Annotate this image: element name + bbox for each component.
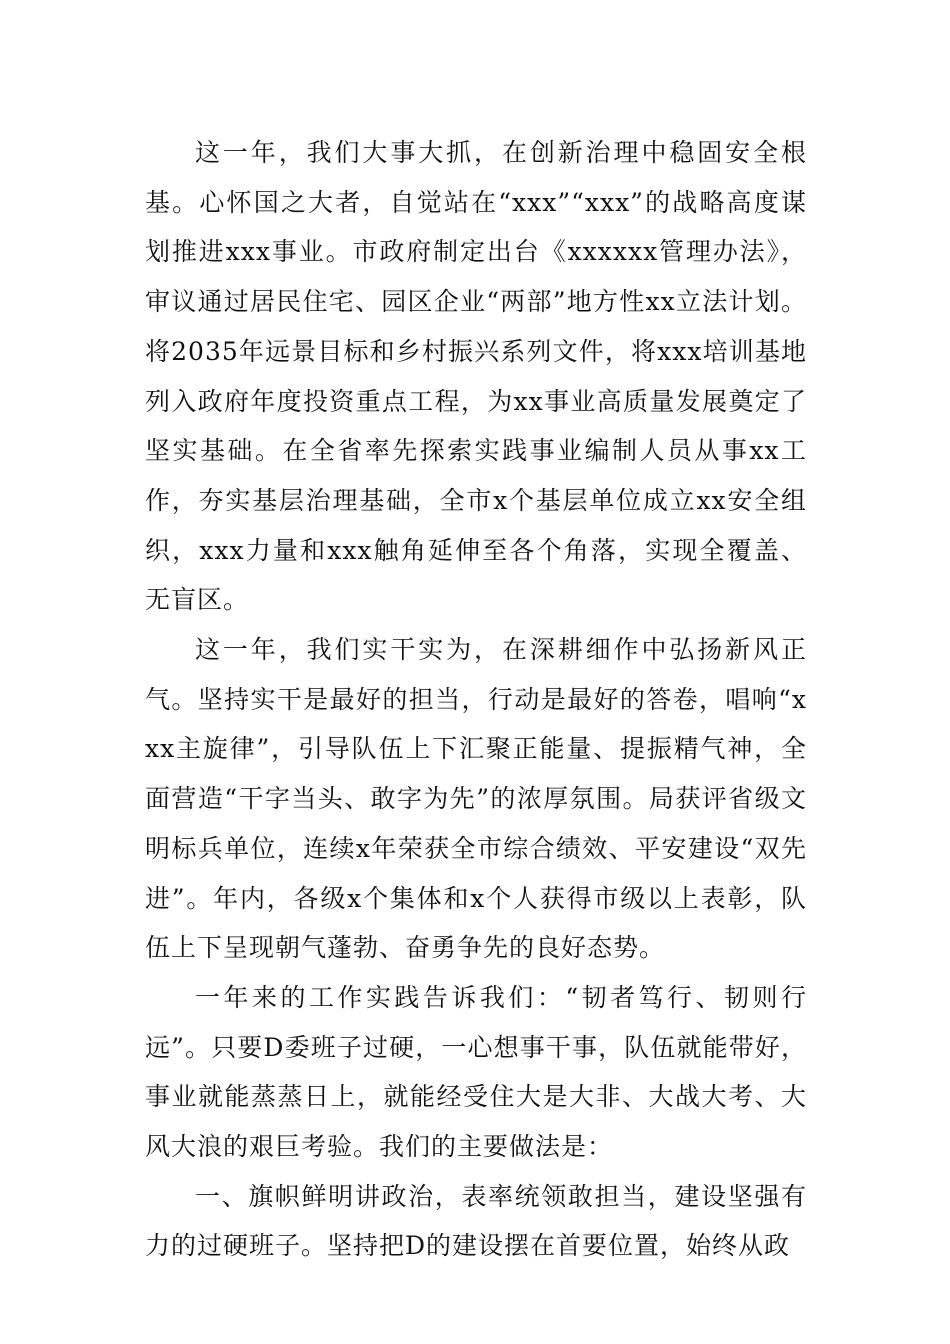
document-body — [145, 128, 807, 1271]
paragraph-safety-foundation: 这一年，我们大事大抓，在创新治理中稳固安全根基。心怀国之大者，自觉站在“xxx”“xxx”的战略高度谋划推进xxx事业。市政府制定出台《xxxxxx管理办法》，审议通过居民住宅、园区企业“两部”地方性xx立法计划。将2035年远景目标和乡村振兴系列文件，将xxx培训基地列入政府年度投资重点工程，为xx事业高质量发展奠定了坚实基础。在全省率先探索实践事业编制人员从事xx工作，夯实基层治理基础，全市x个基层单位成立xx安全组织，xxx力量和xxx触角延伸至各个角落，实现全覆盖、无盲区。 — [145, 138, 807, 615]
paragraph-experience-summary: 一年来的工作实践告诉我们：“韧者笃行、韧则行远”。只要D委班子过硬，一心想事干事，队伍就能带好，事业就能蒸蒸日上，就能经受住大是大非、大战大考、大风大浪的艰巨考验。我们的主要做法是： — [145, 982, 807, 1162]
paragraph-section-one: 一、旗帜鲜明讲政治，表率统领敢担当，建设坚强有力的过硬班子。坚持把D的建设摆在首要位置，始终从政 — [145, 1181, 807, 1261]
paragraph-work-style: 这一年，我们实干实为，在深耕细作中弘扬新风正气。坚持实干是最好的担当，行动是最好的答卷，唱响“xxx主旋律”，引导队伍上下汇聚正能量、提振精气神，全面营造“干字当头、敢字为先”的浓厚氛围。局获评省级文明标兵单位，连续x年荣获全市综合绩效、平安建设“双先进”。年内，各级x个集体和x个人获得市级以上表彰，队伍上下呈现朝气蓬勃、奋勇争先的良好态势。 — [145, 635, 807, 963]
